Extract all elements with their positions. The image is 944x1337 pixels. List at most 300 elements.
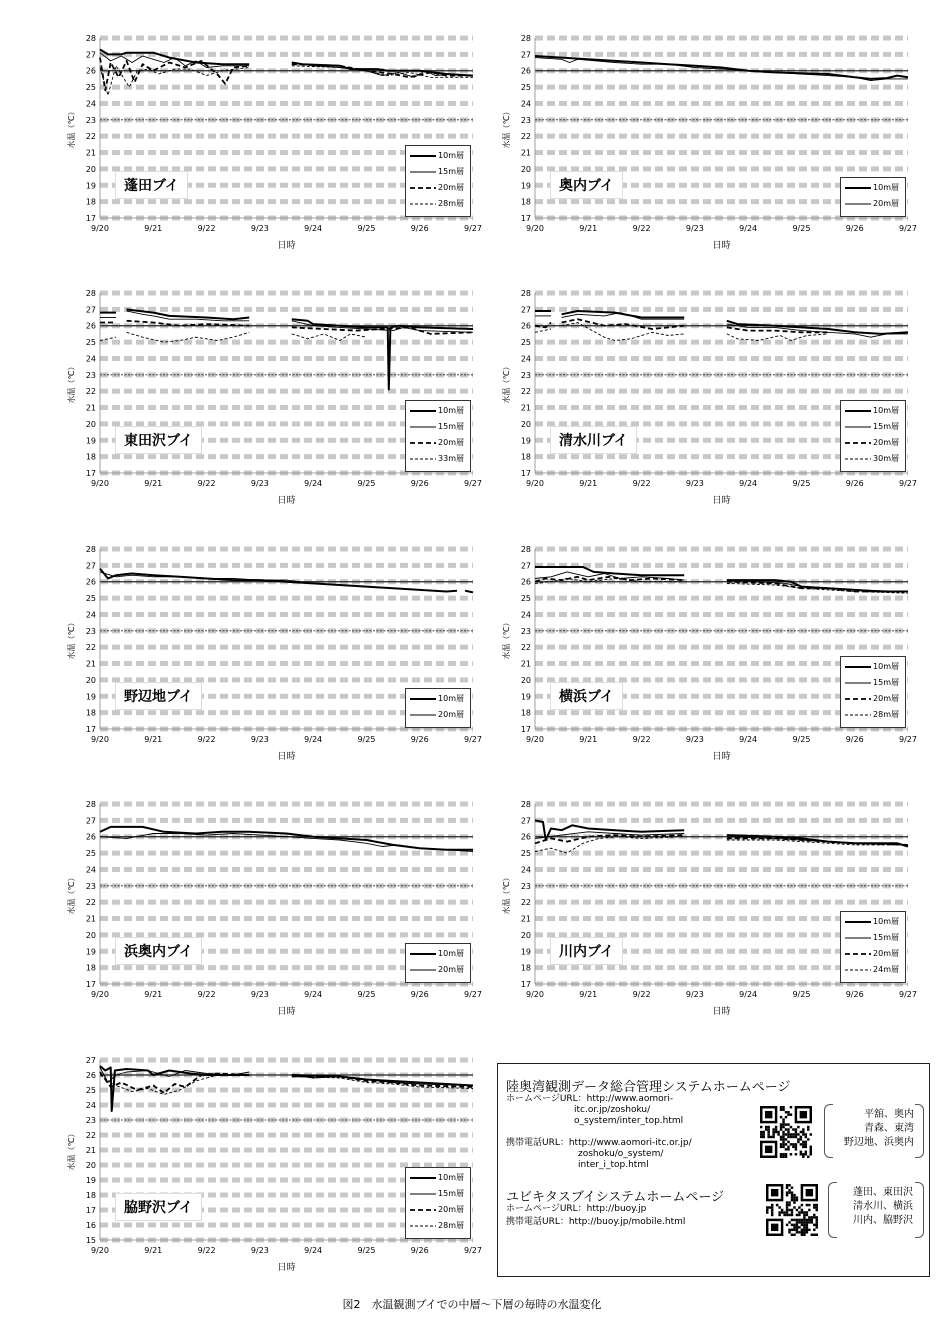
y-tick-label: 20	[520, 419, 531, 429]
y-tick-label: 16	[85, 1221, 96, 1230]
y-tick-label: 22	[85, 1131, 96, 1140]
legend-swatch	[845, 677, 871, 689]
site1-mobile-line[interactable]: 携帯電話URL：http://www.aomori-itc.or.jp/	[506, 1138, 692, 1148]
buoy-chart	[55, 1052, 482, 1302]
y-axis-label: 水温（℃）	[67, 1129, 76, 1171]
y-tick-label: 18	[520, 963, 531, 973]
y-axis-label: 水温（℃）	[502, 362, 511, 404]
legend-entry	[406, 1220, 470, 1232]
x-tick-label: 9/21	[144, 1246, 163, 1255]
x-tick-label: 9/20	[91, 479, 109, 488]
x-tick-label: 9/21	[144, 990, 163, 999]
legend-label: 10m層	[438, 694, 464, 703]
legend-swatch	[845, 916, 871, 928]
x-tick-label: 9/24	[739, 735, 758, 744]
y-tick-label: 22	[85, 132, 96, 142]
legend-swatch	[410, 198, 436, 210]
x-tick-label: 9/25	[792, 990, 811, 999]
legend-label: 20m層	[873, 438, 899, 447]
legend-swatch	[410, 1188, 436, 1200]
y-tick-label: 19	[520, 947, 531, 957]
chart-legend	[840, 177, 906, 217]
chart-legend	[840, 656, 906, 728]
legend-label: 24m層	[873, 965, 899, 974]
legend-swatch	[410, 166, 436, 178]
legend-label: 33m層	[438, 454, 464, 463]
chart-svg	[55, 541, 482, 791]
y-tick-label: 17	[520, 725, 531, 734]
y-tick-label: 25	[520, 594, 531, 604]
legend-label: 15m層	[873, 933, 899, 942]
x-tick-label: 9/23	[685, 224, 704, 233]
y-tick-label: 24	[520, 610, 531, 620]
y-tick-label: 21	[85, 659, 96, 669]
legend-entry	[406, 948, 470, 960]
legend-label: 28m層	[438, 1221, 464, 1230]
site2-title: ユビキタスブイシステムホームページ	[506, 1190, 725, 1205]
y-tick-label: 17	[520, 980, 531, 989]
legend-entry	[406, 709, 470, 721]
legend-label: 20m層	[873, 199, 899, 208]
legend-label: 15m層	[438, 167, 464, 176]
y-tick-label: 17	[85, 980, 96, 989]
legend-swatch	[410, 182, 436, 194]
y-tick-label: 25	[85, 338, 96, 348]
y-tick-label: 20	[85, 164, 96, 174]
x-axis-label: 日時	[712, 241, 731, 251]
x-tick-label: 9/22	[197, 735, 216, 744]
legend-swatch	[410, 437, 436, 449]
y-tick-label: 19	[85, 181, 96, 191]
legend-entry	[841, 693, 905, 705]
legend-entry	[406, 182, 470, 194]
legend-entry	[841, 437, 905, 449]
chart-svg	[55, 796, 482, 1046]
y-tick-label: 28	[520, 545, 531, 554]
y-tick-label: 25	[85, 83, 96, 93]
x-tick-label: 9/26	[845, 990, 864, 999]
legend-entry	[841, 198, 905, 210]
legend-entry	[406, 421, 470, 433]
legend-swatch	[845, 709, 871, 721]
y-tick-label: 28	[520, 289, 531, 298]
legend-swatch	[845, 421, 871, 433]
buoy-name-label: 清水川ブイ	[550, 426, 637, 454]
x-tick-label: 9/24	[304, 990, 323, 999]
y-tick-label: 21	[520, 148, 531, 158]
x-tick-label: 9/24	[304, 479, 323, 488]
y-tick-label: 19	[520, 436, 531, 446]
y-tick-label: 26	[520, 577, 531, 587]
site1-hp-line[interactable]: o_system/inter_top.html	[574, 1116, 684, 1126]
y-tick-label: 17	[520, 469, 531, 478]
x-axis-label: 日時	[712, 496, 731, 506]
y-tick-label: 23	[85, 1116, 96, 1125]
x-tick-label: 9/26	[410, 990, 429, 999]
x-tick-label: 9/23	[250, 735, 269, 744]
legend-entry	[841, 948, 905, 960]
x-axis-label: 日時	[712, 752, 731, 762]
x-tick-label: 9/24	[739, 990, 758, 999]
legend-swatch	[410, 1204, 436, 1216]
y-tick-label: 24	[520, 354, 531, 364]
y-tick-label: 18	[85, 963, 96, 973]
x-tick-label: 9/22	[632, 224, 651, 233]
chart-legend	[405, 943, 471, 983]
y-tick-label: 21	[520, 914, 531, 924]
y-tick-label: 18	[520, 452, 531, 462]
x-tick-label: 9/27	[899, 479, 917, 488]
legend-label: 10m層	[438, 406, 464, 415]
x-tick-label: 9/23	[685, 990, 704, 999]
y-tick-label: 17	[85, 725, 96, 734]
x-tick-label: 9/26	[410, 1246, 429, 1255]
buoy-name-label: 野辺地ブイ	[115, 682, 202, 710]
y-tick-label: 23	[520, 881, 531, 891]
x-tick-label: 9/21	[579, 224, 598, 233]
y-tick-label: 26	[85, 832, 96, 842]
x-tick-label: 9/27	[464, 735, 482, 744]
region-line: 清水川、横浜	[853, 1201, 913, 1212]
x-tick-label: 9/20	[526, 990, 544, 999]
figure-caption: 図2 水温観測ブイでの中層～下層の毎時の水温変化	[342, 1298, 602, 1311]
y-tick-label: 28	[520, 34, 531, 43]
site1-title: 陸奥湾観測データ総合管理システムホームページ	[506, 1080, 791, 1095]
y-tick-label: 21	[520, 659, 531, 669]
x-tick-label: 9/23	[685, 735, 704, 744]
y-tick-label: 19	[85, 436, 96, 446]
x-tick-label: 9/20	[91, 224, 109, 233]
buoy-chart	[55, 285, 482, 535]
buoy-name-label: 奥内ブイ	[550, 171, 623, 199]
legend-label: 28m層	[438, 199, 464, 208]
x-tick-label: 9/24	[304, 735, 323, 744]
x-tick-label: 9/23	[250, 990, 269, 999]
y-tick-label: 25	[520, 849, 531, 859]
x-tick-label: 9/25	[792, 479, 811, 488]
chart-svg	[490, 30, 917, 280]
legend-label: 20m層	[438, 183, 464, 192]
y-tick-label: 28	[85, 800, 96, 809]
x-tick-label: 9/23	[250, 1246, 269, 1255]
x-tick-label: 9/27	[899, 224, 917, 233]
y-tick-label: 18	[520, 708, 531, 718]
x-tick-label: 9/22	[632, 479, 651, 488]
site1-mobile-line[interactable]: inter_i_top.html	[578, 1160, 649, 1170]
x-tick-label: 9/25	[357, 990, 376, 999]
x-tick-label: 9/26	[845, 479, 864, 488]
y-tick-label: 27	[85, 816, 96, 826]
y-tick-label: 28	[85, 545, 96, 554]
y-tick-label: 23	[85, 370, 96, 380]
legend-entry	[841, 453, 905, 465]
series-line	[535, 567, 684, 575]
y-tick-label: 19	[85, 692, 96, 702]
y-tick-label: 17	[85, 469, 96, 478]
y-tick-label: 23	[520, 370, 531, 380]
x-axis-label: 日時	[277, 1263, 296, 1273]
x-tick-label: 9/20	[526, 735, 544, 744]
x-tick-label: 9/26	[410, 735, 429, 744]
x-tick-label: 9/26	[845, 224, 864, 233]
x-tick-label: 9/22	[632, 735, 651, 744]
legend-label: 15m層	[873, 422, 899, 431]
y-tick-label: 22	[520, 132, 531, 142]
y-tick-label: 26	[85, 1071, 96, 1080]
legend-label: 20m層	[438, 1205, 464, 1214]
legend-entry	[841, 932, 905, 944]
legend-swatch	[845, 182, 871, 194]
x-tick-label: 9/21	[579, 735, 598, 744]
y-tick-label: 23	[520, 115, 531, 125]
y-tick-label: 27	[85, 305, 96, 315]
legend-entry	[406, 693, 470, 705]
y-tick-label: 24	[85, 1101, 96, 1110]
region-bracket	[915, 1104, 924, 1158]
legend-entry	[406, 150, 470, 162]
legend-entry	[841, 182, 905, 194]
x-tick-label: 9/20	[526, 479, 544, 488]
x-tick-label: 9/25	[357, 479, 376, 488]
y-tick-label: 18	[85, 197, 96, 207]
y-tick-label: 24	[85, 610, 96, 620]
y-tick-label: 27	[520, 305, 531, 315]
x-tick-label: 9/22	[632, 990, 651, 999]
y-tick-label: 17	[520, 214, 531, 223]
x-axis-label: 日時	[277, 752, 296, 762]
x-tick-label: 9/20	[91, 990, 109, 999]
legend-label: 28m層	[873, 710, 899, 719]
legend-swatch	[845, 405, 871, 417]
buoy-chart	[55, 541, 482, 791]
qr-code-icon	[766, 1184, 818, 1236]
chart-legend	[405, 145, 471, 217]
y-tick-label: 24	[85, 865, 96, 875]
chart-legend	[405, 1167, 471, 1239]
legend-label: 30m層	[873, 454, 899, 463]
y-tick-label: 26	[520, 66, 531, 76]
legend-label: 10m層	[873, 406, 899, 415]
legend-swatch	[410, 421, 436, 433]
legend-entry	[406, 166, 470, 178]
x-tick-label: 9/23	[250, 479, 269, 488]
region-line: 蓬田、東田沢	[853, 1187, 913, 1198]
y-tick-label: 28	[85, 289, 96, 298]
legend-label: 20m層	[438, 438, 464, 447]
buoy-chart	[55, 30, 482, 280]
region-line: 野辺地、浜奥内	[844, 1137, 914, 1148]
x-tick-label: 9/25	[792, 735, 811, 744]
y-axis-label: 水温（℃）	[502, 873, 511, 915]
y-tick-label: 19	[520, 181, 531, 191]
legend-swatch	[410, 405, 436, 417]
region-line: 平舘、奥内	[864, 1109, 914, 1120]
y-tick-label: 25	[520, 83, 531, 93]
series-line	[535, 56, 908, 79]
y-tick-label: 19	[85, 947, 96, 957]
site2-mobile-line[interactable]: 携帯電話URL：http://buoy.jp/mobile.html	[506, 1217, 686, 1227]
legend-swatch	[845, 437, 871, 449]
legend-entry	[406, 198, 470, 210]
y-tick-label: 26	[520, 321, 531, 331]
series-line	[535, 329, 551, 332]
buoy-chart	[490, 30, 917, 280]
legend-swatch	[845, 693, 871, 705]
legend-label: 10m層	[438, 1173, 464, 1182]
y-tick-label: 20	[85, 930, 96, 940]
legend-entry	[406, 453, 470, 465]
series-line	[727, 334, 828, 341]
legend-swatch	[410, 709, 436, 721]
legend-label: 15m層	[873, 678, 899, 687]
info-box	[497, 1063, 930, 1277]
region-bracket	[915, 1182, 924, 1238]
legend-label: 20m層	[438, 710, 464, 719]
y-tick-label: 25	[85, 594, 96, 604]
legend-label: 10m層	[438, 151, 464, 160]
x-tick-label: 9/20	[526, 224, 544, 233]
y-tick-label: 24	[520, 99, 531, 109]
y-tick-label: 17	[85, 214, 96, 223]
legend-swatch	[410, 1172, 436, 1184]
y-tick-label: 20	[85, 1161, 96, 1170]
legend-label: 20m層	[438, 965, 464, 974]
legend-entry	[406, 1172, 470, 1184]
region-line: 川内、脇野沢	[853, 1215, 913, 1226]
legend-entry	[841, 916, 905, 928]
legend-entry	[841, 405, 905, 417]
x-tick-label: 9/24	[304, 1246, 323, 1255]
y-tick-label: 25	[520, 338, 531, 348]
y-tick-label: 25	[85, 1086, 96, 1095]
site2-hp-line[interactable]: ホームページURL：http://buoy.jp	[506, 1204, 647, 1214]
y-axis-label: 水温（℃）	[67, 107, 76, 149]
y-tick-label: 20	[520, 930, 531, 940]
x-tick-label: 9/26	[410, 224, 429, 233]
legend-swatch	[845, 453, 871, 465]
y-tick-label: 17	[85, 1206, 96, 1215]
y-tick-label: 28	[520, 800, 531, 809]
series-line	[292, 334, 367, 341]
legend-swatch	[845, 964, 871, 976]
y-tick-label: 26	[520, 832, 531, 842]
y-tick-label: 21	[85, 148, 96, 158]
legend-swatch	[845, 198, 871, 210]
x-tick-label: 9/26	[845, 735, 864, 744]
legend-entry	[406, 1204, 470, 1216]
legend-entry	[841, 709, 905, 721]
x-tick-label: 9/21	[144, 224, 163, 233]
y-tick-label: 18	[85, 1191, 96, 1200]
series-line	[465, 591, 473, 593]
x-tick-label: 9/21	[144, 735, 163, 744]
y-tick-label: 22	[85, 387, 96, 397]
x-tick-label: 9/21	[579, 990, 598, 999]
legend-entry	[841, 661, 905, 673]
x-tick-label: 9/27	[464, 990, 482, 999]
y-tick-label: 21	[520, 403, 531, 413]
legend-swatch	[410, 948, 436, 960]
site1-hp-line[interactable]: itc.or.jp/zoshoku/	[574, 1105, 651, 1115]
y-axis-label: 水温（℃）	[67, 362, 76, 404]
x-tick-label: 9/25	[357, 735, 376, 744]
y-tick-label: 21	[85, 914, 96, 924]
y-tick-label: 22	[520, 643, 531, 653]
y-tick-label: 21	[85, 1146, 96, 1155]
legend-entry	[841, 421, 905, 433]
x-tick-label: 9/21	[144, 479, 163, 488]
y-tick-label: 20	[520, 675, 531, 685]
buoy-name-label: 浜奥内ブイ	[115, 937, 202, 965]
y-tick-label: 19	[520, 692, 531, 702]
x-tick-label: 9/20	[91, 735, 109, 744]
x-tick-label: 9/23	[250, 224, 269, 233]
buoy-chart	[490, 796, 917, 1046]
x-tick-label: 9/22	[197, 1246, 216, 1255]
y-axis-label: 水温（℃）	[67, 618, 76, 660]
y-axis-label: 水温（℃）	[502, 618, 511, 660]
site1-regions	[824, 1108, 914, 1150]
legend-label: 10m層	[873, 917, 899, 926]
legend-swatch	[845, 948, 871, 960]
legend-entry	[406, 964, 470, 976]
x-tick-label: 9/27	[464, 224, 482, 233]
chart-legend	[840, 400, 906, 472]
y-tick-label: 21	[85, 403, 96, 413]
buoy-chart	[490, 541, 917, 791]
region-line: 青森、東湾	[864, 1123, 914, 1134]
y-tick-label: 19	[85, 1176, 96, 1185]
legend-entry	[841, 964, 905, 976]
buoy-name-label: 横浜ブイ	[550, 682, 623, 710]
legend-label: 15m層	[438, 422, 464, 431]
y-tick-label: 24	[85, 354, 96, 364]
y-tick-label: 26	[85, 577, 96, 587]
site1-hp-line[interactable]: ホームページURL：http://www.aomori-	[506, 1094, 674, 1104]
y-tick-label: 26	[85, 321, 96, 331]
legend-label: 20m層	[873, 949, 899, 958]
legend-swatch	[410, 453, 436, 465]
x-tick-label: 9/25	[357, 224, 376, 233]
y-tick-label: 18	[85, 452, 96, 462]
legend-label: 10m層	[873, 662, 899, 671]
legend-label: 10m層	[873, 183, 899, 192]
y-tick-label: 27	[520, 561, 531, 571]
y-tick-label: 22	[520, 898, 531, 908]
y-tick-label: 23	[85, 626, 96, 636]
y-tick-label: 24	[85, 99, 96, 109]
legend-swatch	[845, 661, 871, 673]
x-tick-label: 9/27	[464, 1246, 482, 1255]
y-tick-label: 27	[85, 1056, 96, 1065]
y-tick-label: 22	[85, 643, 96, 653]
y-tick-label: 27	[520, 50, 531, 60]
y-tick-label: 27	[85, 561, 96, 571]
y-tick-label: 20	[85, 675, 96, 685]
y-axis-label: 水温（℃）	[502, 107, 511, 149]
x-tick-label: 9/27	[899, 990, 917, 999]
site2-regions	[828, 1186, 913, 1228]
x-tick-label: 9/22	[197, 224, 216, 233]
x-tick-label: 9/20	[91, 1246, 109, 1255]
qr-code-icon	[760, 1106, 812, 1158]
x-tick-label: 9/24	[739, 479, 758, 488]
x-tick-label: 9/25	[357, 1246, 376, 1255]
chart-legend	[840, 911, 906, 983]
site1-mobile-line[interactable]: zoshoku/o_system/	[578, 1149, 664, 1159]
legend-swatch	[410, 1220, 436, 1232]
y-tick-label: 18	[85, 708, 96, 718]
